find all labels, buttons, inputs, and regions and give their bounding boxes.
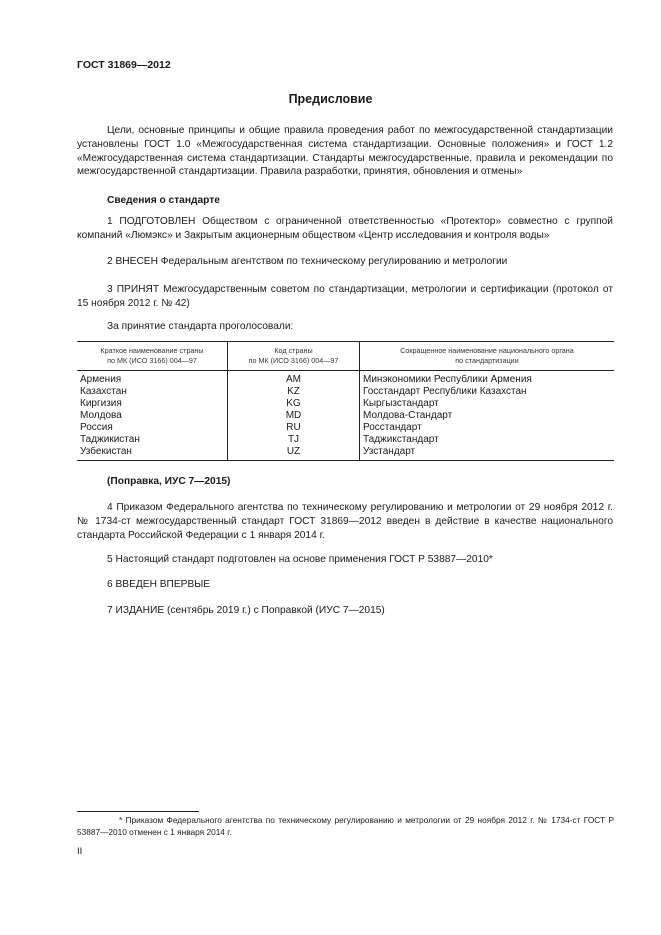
page-number: II [77, 846, 83, 857]
table-header-row [77, 342, 614, 371]
header-national-body: Сокращенное наименование национального органа по стандартизации [360, 342, 615, 371]
country-code: UZ [228, 446, 360, 461]
country-code: KZ [228, 386, 360, 398]
national-body: Госстандарт Республики Казахстан [360, 386, 615, 398]
national-body: Минэкономики Республики Армения [360, 371, 615, 387]
header-country-code: Код страны по МК (ИСО 3166) 004—97 [228, 342, 360, 371]
country-code: MD [228, 410, 360, 422]
national-body: Узстандарт [360, 446, 615, 461]
preface-intro-paragraph: Цели, основные принципы и общие правила проведения работ по межгосударственной стандартизации установлены ГОСТ 1.0 «Межгосударственная система стандартизации. Основные положения» и ГОСТ 1.2 «Межгосударственная система стандартизации. Стандарты межгосударственные, правила и рекомендации по межгосударственной стандартизации. Правила разработки, принятия, обновления и отмены» [77, 125, 613, 178]
item-edition: 7 ИЗДАНИЕ (сентябрь 2019 г.) с Поправкой (ИУС 7—2015) [107, 605, 385, 616]
voting-countries-table [77, 341, 614, 461]
national-body: Росстандарт [360, 422, 615, 434]
item-adopted-by: 3 ПРИНЯТ Межгосударственным советом по стандартизации, метрологии и сертификации (протокол от 15 ноября 2012 г. № 42) [77, 284, 613, 309]
table-row [77, 410, 614, 422]
country-code: RU [228, 422, 360, 434]
country-name: Таджикистан [80, 434, 140, 445]
table-row [77, 446, 614, 461]
footnote-divider [77, 811, 199, 812]
country-name: Узбекистан [77, 446, 228, 461]
country-name: Россия [80, 422, 113, 433]
national-body: Кыргызстандарт [360, 398, 615, 410]
country-name: Молдова [80, 410, 122, 421]
country-name: Киргизия [80, 398, 122, 409]
footnote: * Приказом Федерального агентства по техническому регулированию и метрологии от 29 ноября 2012 г. № 1734-ст ГОСТ Р 53887—2010 отменен с 1 января 2014 г. [77, 815, 614, 837]
country-name: Армения [80, 374, 122, 385]
national-body: Таджикстандарт [360, 434, 615, 446]
section-title: Предисловие [288, 92, 373, 106]
item-introduced-first: 6 ВВЕДЕН ВПЕРВЫЕ [107, 579, 211, 590]
country-code: KG [228, 398, 360, 410]
national-body: Молдова-Стандарт [360, 410, 615, 422]
item-prepared-by: 1 ПОДГОТОВЛЕН Обществом с ограниченной ответственностью «Протектор» совместно с группой компаний «Люмэкс» и Закрытым акционерным обществом «Центр исследования и контроля воды» [77, 216, 613, 241]
item-submitted-by: 2 ВНЕСЕН Федеральным агентством по техническому регулированию и метрологии [107, 256, 508, 267]
document-code: ГОСТ 31869—2012 [77, 59, 171, 71]
standard-info-heading: Сведения о стандарте [107, 195, 220, 206]
vote-intro: За принятие стандарта проголосовали: [107, 321, 294, 332]
item-based-on: 5 Настоящий стандарт подготовлен на основе применения ГОСТ Р 53887—2010* [107, 554, 493, 565]
table-row [77, 434, 614, 446]
table-row [77, 386, 614, 398]
amendment-note: (Поправка, ИУС 7—2015) [107, 476, 231, 487]
country-name: Казахстан [80, 386, 127, 397]
table-row [77, 422, 614, 434]
table-row [77, 371, 614, 387]
table-row [77, 398, 614, 410]
item-enacted-by: 4 Приказом Федерального агентства по техническому регулированию и метрологии от 29 ноября 2012 г. № 1734-ст межгосударственный стандарт ГОСТ 31869—2012 введен в действие в качестве национального стандарта Российской Федерации с 1 января 2014 г. [77, 502, 613, 541]
country-code: AM [228, 371, 360, 387]
country-code: TJ [228, 434, 360, 446]
header-country-name: Краткое наименование страны по МК (ИСО 3166) 004—97 [77, 342, 228, 371]
